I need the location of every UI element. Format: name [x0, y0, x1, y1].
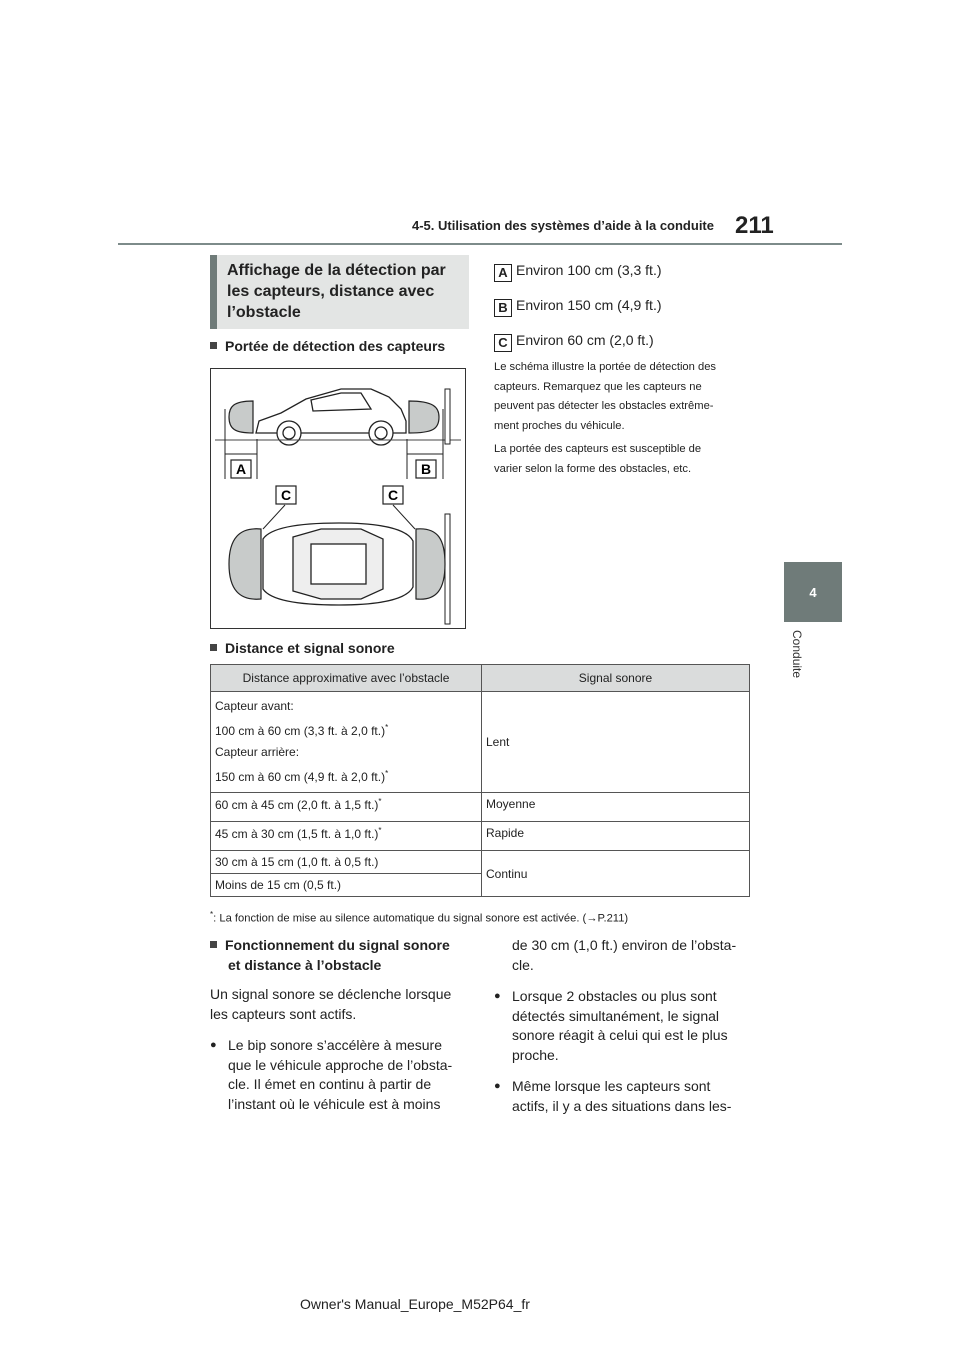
diagram-label-a: A — [235, 461, 247, 477]
table-cell: Capteur avant: 100 cm à 60 cm (3,3 ft. à 2,0 ft.)* Capteur arrière: 150 cm à 60 cm (4,9 ft. à 2,0 ft.)* — [211, 692, 482, 793]
sensor-range-illustration — [211, 369, 465, 628]
diagram-label-c-front: C — [280, 487, 292, 503]
table-cell: Lent — [482, 692, 750, 793]
table-header: Distance approximative avec l’obstacle — [211, 665, 482, 692]
table-cell: 45 cm à 30 cm (1,5 ft. à 1,0 ft.)* — [211, 822, 482, 851]
car-top-view — [263, 523, 413, 605]
square-bullet-icon — [210, 941, 217, 948]
square-bullet-icon — [210, 342, 217, 349]
table-cell: Moyenne — [482, 793, 750, 822]
range-item-a: A Environ 100 cm (3,3 ft.) — [494, 262, 662, 282]
chapter-number: 4 — [809, 584, 817, 600]
header-rule — [118, 243, 842, 245]
distance-signal-heading: Distance et signal sonore — [210, 640, 395, 658]
bullet-item: ● Même lorsque les capteurs sont actifs, il y a des situations dans les- — [494, 1077, 758, 1116]
range-label-a: A — [494, 264, 512, 282]
car-side-view — [256, 389, 406, 445]
page-number: 211 — [735, 212, 774, 239]
sensor-range-diagram — [210, 368, 466, 629]
range-item-b: B Environ 150 cm (4,9 ft.) — [494, 297, 662, 317]
bullet-item: ● Lorsque 2 obstacles ou plus sont détectés simultanément, le signal sonore réagit à celui qui est le plus proche. — [494, 987, 758, 1065]
section-title-line: Affichage de la détection par — [227, 262, 446, 279]
running-header: 4-5. Utilisation des systèmes d’aide à la conduite — [412, 218, 714, 233]
diagram-label-c-rear: C — [387, 487, 399, 503]
chapter-tab[interactable] — [784, 562, 842, 622]
table-row — [211, 822, 750, 851]
table-footnote: *: La fonction de mise au silence automatique du signal sonore est activée. (→P.211) — [210, 910, 629, 925]
table-row — [211, 692, 750, 793]
table-cell: Moins de 15 cm (0,5 ft.) — [211, 874, 482, 897]
section-title-line: les capteurs, distance avec — [227, 283, 435, 300]
operation-heading: Fonctionnement du signal sonore — [210, 936, 478, 956]
square-bullet-icon — [210, 644, 217, 651]
range-label-b: B — [494, 299, 512, 317]
section-title-line: l’obstacle — [227, 304, 301, 321]
front-sensor-zone — [229, 401, 253, 433]
diagram-label-b: B — [420, 461, 432, 477]
table-cell: Continu — [482, 851, 750, 897]
range-label-c: C — [494, 334, 512, 352]
table-cell: Rapide — [482, 822, 750, 851]
range-item-c: C Environ 60 cm (2,0 ft.) — [494, 332, 654, 352]
table-cell: 30 cm à 15 cm (1,0 ft. à 0,5 ft.) — [211, 851, 482, 874]
distance-signal-table — [210, 664, 750, 897]
table-cell: 60 cm à 45 cm (2,0 ft. à 1,5 ft.)* — [211, 793, 482, 822]
detection-note: Le schéma illustre la portée de détection des capteurs. Remarquez que les capteurs ne peuvent pas détecter les obstacles extrême- ment proches du véhicule. La portée des capteurs est susceptible de varier selon la forme des obstacles, etc. — [494, 361, 717, 475]
operation-left-column: Fonctionnement du signal sonore et distance à l’obstacle Un signal sonore se déclenche lorsque les capteurs sont actifs. ● Le bip sonore s’accélère à mesure que le véhicule approche de l’obsta- cle. Il émet en continu à partir de l’instant où le véhicule est à moins — [210, 936, 478, 1114]
chapter-label: Conduite — [790, 630, 804, 679]
table-row — [211, 793, 750, 822]
rear-sensor-zone — [409, 401, 439, 433]
table-header: Signal sonore — [482, 665, 750, 692]
operation-intro: Un signal sonore se déclenche lorsque les capteurs sont actifs. — [210, 986, 452, 1022]
bullet-item: ● Le bip sonore s’accélère à mesure que le véhicule approche de l’obsta- cle. Il émet en continu à partir de l’instant où le véhicule est à moins — [210, 1036, 478, 1114]
bullet-continuation: de 30 cm (1,0 ft.) environ de l’obsta- cle. — [512, 937, 737, 973]
operation-right-column — [494, 936, 758, 1116]
front-top-sensor-zone — [229, 529, 261, 599]
detection-range-heading: Portée de détection des capteurs — [210, 338, 445, 356]
table-header-row — [211, 665, 750, 692]
rear-top-sensor-zone — [416, 529, 445, 599]
manual-footer: Owner's Manual_Europe_M52P64_fr — [300, 1296, 530, 1312]
table-row — [211, 851, 750, 874]
section-title-box — [210, 255, 469, 329]
